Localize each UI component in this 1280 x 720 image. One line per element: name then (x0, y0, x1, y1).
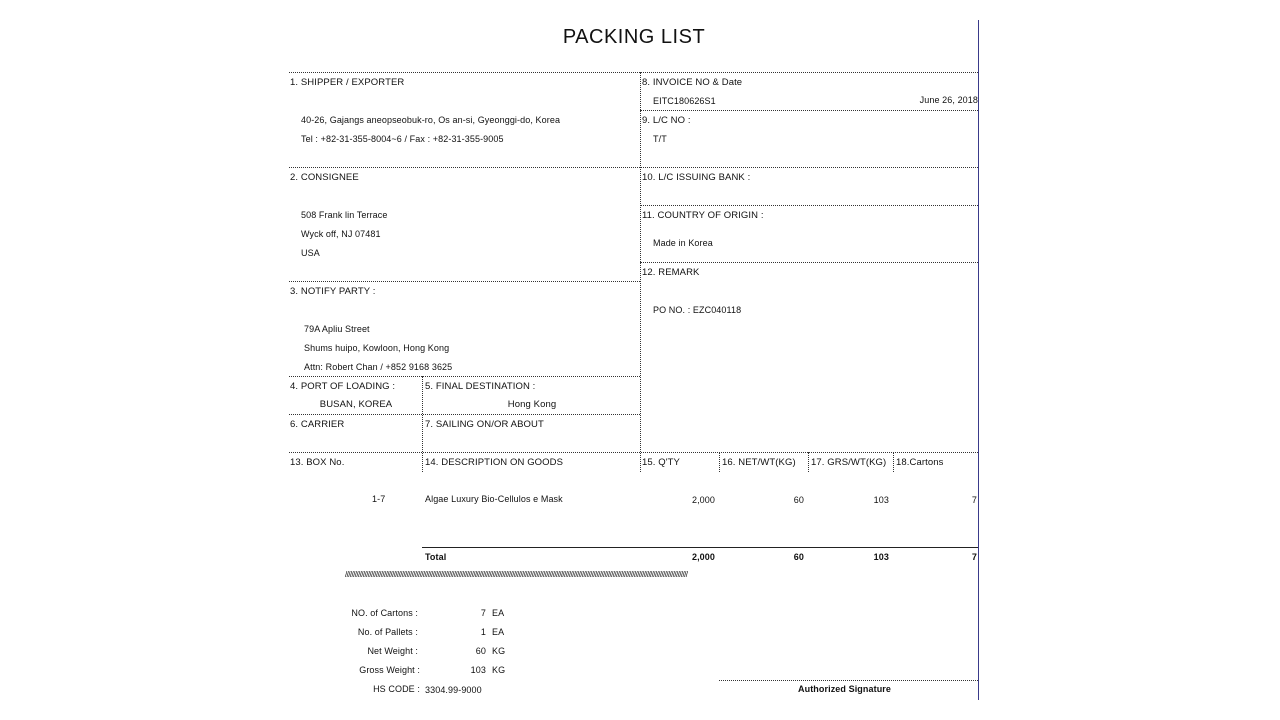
summary-unit: EA (492, 608, 505, 618)
origin-value: Made in Korea (653, 238, 713, 248)
column-divider (893, 452, 894, 472)
cell-net: 60 (793, 495, 804, 505)
summary-value: 60 (475, 646, 486, 656)
summary-unit: KG (492, 665, 506, 675)
divider (640, 110, 978, 111)
remark-label: 12. REMARK (642, 267, 700, 278)
total-gross: 103 (873, 552, 889, 562)
page-title: PACKING LIST (562, 26, 706, 48)
header-qty: 15. Q'TY (642, 457, 680, 468)
column-divider (640, 72, 641, 472)
divider (289, 281, 640, 282)
divider (640, 205, 978, 206)
summary-value: 103 (470, 665, 486, 675)
hs-code-value: 3304.99-9000 (425, 685, 482, 695)
column-divider (422, 376, 423, 472)
loading-label: 4. PORT OF LOADING : (290, 381, 396, 392)
loading-value: BUSAN, KOREA (319, 399, 393, 410)
summary-unit: KG (492, 646, 506, 656)
lc-value: T/T (653, 134, 667, 144)
summary-unit: EA (492, 627, 505, 637)
slash-separator: /////////////////////////////////////////////////////////////////////////////////////////////////////////////////////////////////////////////////////////////////////////////////////////////////////////////////// (345, 570, 688, 579)
sailing-label: 7. SAILING ON/OR ABOUT (425, 419, 544, 430)
total-net: 60 (793, 552, 804, 562)
destination-label: 5. FINAL DESTINATION : (425, 381, 536, 392)
header-gross-weight: 17. GRS/WT(KG) (811, 457, 887, 468)
divider (289, 167, 978, 168)
consignee-line: Wyck off, NJ 07481 (301, 229, 381, 239)
cell-cartons: 7 (971, 495, 977, 505)
authorized-signature: Authorized Signature (798, 684, 892, 694)
invoice-label: 8. INVOICE NO & Date (642, 77, 743, 88)
remark-value: PO NO. : EZC040118 (653, 305, 742, 315)
cell-gross: 103 (873, 495, 889, 505)
signature-line (719, 680, 978, 681)
summary-label: Gross Weight : (359, 665, 420, 675)
total-label: Total (425, 552, 447, 562)
lc-bank-label: 10. L/C ISSUING BANK : (642, 172, 751, 183)
header-net-weight: 16. NET/WT(KG) (722, 457, 796, 468)
origin-label: 11. COUNTRY OF ORIGIN : (642, 210, 764, 221)
right-border (978, 20, 979, 700)
shipper-label: 1. SHIPPER / EXPORTER (290, 77, 405, 88)
divider (289, 452, 978, 453)
divider (289, 414, 640, 415)
summary-value: 7 (480, 608, 486, 618)
divider (289, 376, 640, 377)
consignee-label: 2. CONSIGNEE (290, 172, 359, 183)
divider (289, 72, 978, 73)
invoice-number: EITC180626S1 (653, 96, 716, 106)
hs-code-label: HS CODE : (373, 684, 420, 694)
header-box-no: 13. BOX No. (290, 457, 345, 468)
total-cartons: 7 (971, 552, 977, 562)
column-divider (808, 452, 809, 472)
cell-description: Algae Luxury Bio-Cellulos e Mask (425, 494, 563, 504)
carrier-label: 6. CARRIER (290, 419, 345, 430)
header-cartons: 18.Cartons (896, 457, 944, 468)
lc-label: 9. L/C NO : (642, 115, 691, 126)
shipper-address: 40-26, Gajangs aneopseobuk-ro, Os an-si, Gyeonggi-do, Korea (301, 115, 561, 125)
summary-label: No. of Pallets : (357, 627, 418, 637)
divider (640, 262, 978, 263)
consignee-line: 508 Frank lin Terrace (301, 210, 388, 220)
notify-line: 79A Apliu Street (304, 324, 370, 334)
notify-line: Shums huipo, Kowloon, Hong Kong (304, 343, 450, 353)
destination-value: Hong Kong (507, 399, 557, 410)
cell-qty: 2,000 (691, 495, 715, 505)
summary-label: NO. of Cartons : (351, 608, 418, 618)
column-divider (719, 452, 720, 472)
invoice-date: June 26, 2018 (919, 95, 978, 105)
summary-value: 1 (480, 627, 486, 637)
header-description: 14. DESCRIPTION ON GOODS (425, 457, 564, 468)
consignee-line: USA (301, 248, 320, 258)
notify-line: Attn: Robert Chan / +852 9168 3625 (304, 362, 453, 372)
total-qty: 2,000 (691, 552, 715, 562)
shipper-phone: Tel : +82-31-355-8004~6 / Fax : +82-31-355-9005 (301, 134, 504, 144)
cell-box: 1-7 (372, 494, 386, 504)
notify-label: 3. NOTIFY PARTY : (290, 286, 376, 297)
summary-label: Net Weight : (367, 646, 418, 656)
total-divider (422, 547, 978, 548)
